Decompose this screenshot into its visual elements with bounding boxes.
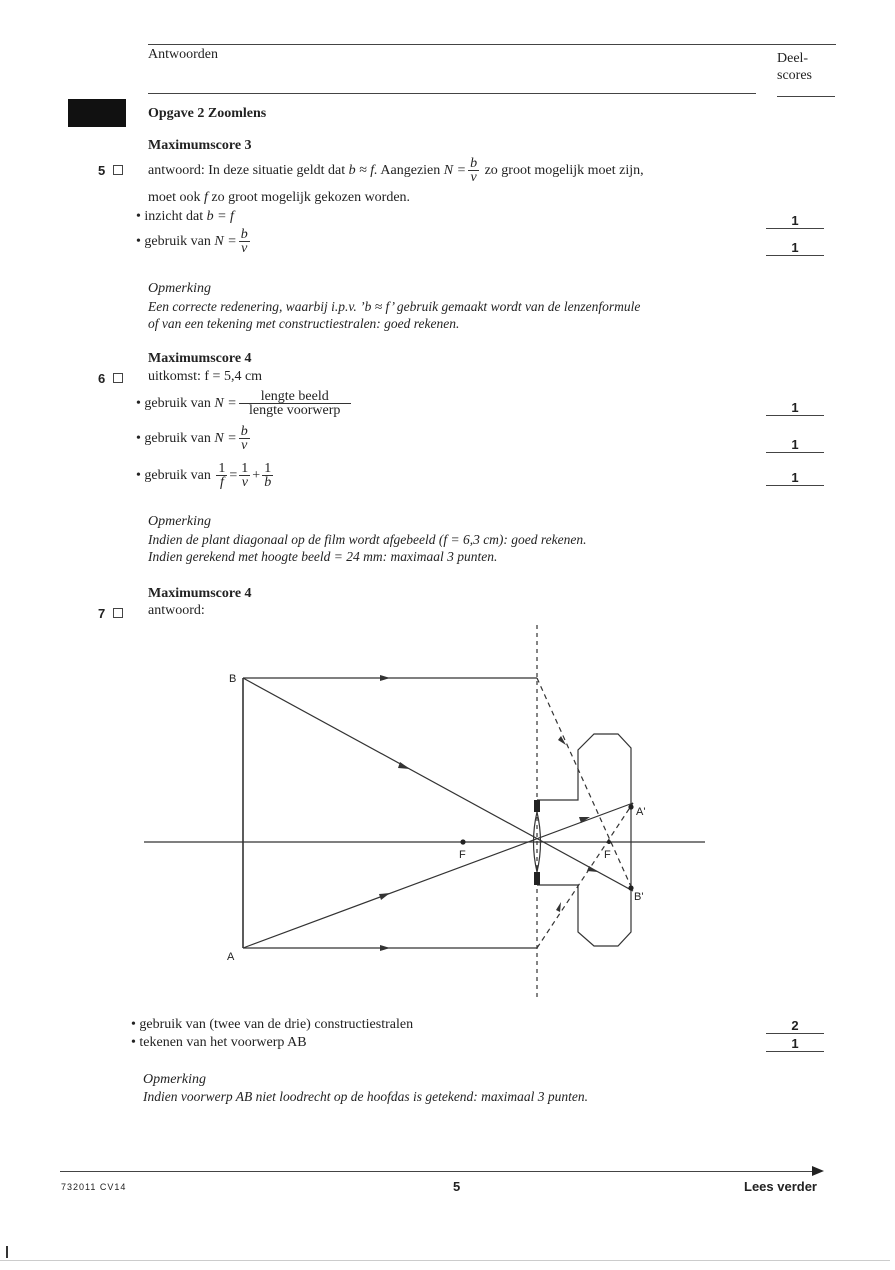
q7-maxscore: Maximumscore 4 [148,586,252,601]
arrow-img-top [558,736,566,745]
q7-score1: 2 [766,1018,824,1034]
q7-score2: 1 [766,1036,824,1052]
label-b: B [229,673,237,685]
q5-bullet1: • inzicht dat b = f [136,209,234,224]
header-right-1: Deel- [777,51,809,66]
focal-point-f [460,839,465,844]
q6-bullet2: • gebruik van N = $\frac{b}{v}$ [136,424,248,454]
scan-mark-bottom [6,1246,8,1258]
arrow-top [380,675,390,681]
q6-answer: uitkomst: f = 5,4 cm [148,369,263,384]
arrow-bottom [380,945,390,951]
header-right-2: scores [777,68,812,83]
q6-score1: 1 [766,400,824,416]
image-point-b [628,885,633,890]
label-b-image: B' [634,891,644,903]
q7-bullet2: • tekenen van het voorwerp AB [131,1035,307,1050]
q7-remark-title: Opmerking [143,1072,206,1087]
scan-edge-bottom [0,1260,890,1261]
header-left: Antwoorden [148,47,218,62]
q5-bullet2: • gebruik van N = $\frac{b}{v}$ [136,227,248,257]
q5-remark-line1: Een correcte redenering, waarbij i.p.v. ’b ≈ f’ gebruik gemaakt wordt van de lenzenformule [148,299,641,314]
footer-arrow-icon [812,1166,824,1176]
q6-remark-line1: Indien de plant diagonaal op de film wordt afgebeeld (f = 6,3 cm): goed rekenen. [148,532,587,547]
q6-bullet1: • gebruik van N = $\frac{\text{lengte beeld}}{\text{lengte voorwerp}}$ [136,387,353,421]
q5-maxscore: Maximumscore 3 [148,138,252,153]
q6-remark-line2: Indien gerekend met hoogte beeld = 24 mm: maximaal 3 punten. [148,549,498,564]
q7-number: 7 [98,606,123,621]
q5-remark-line2: of van een tekening met constructiestralen: goed rekenen. [148,316,460,331]
q6-number: 6 [98,371,123,386]
q5-answer-line2: moet ook f zo groot mogelijk gekozen worden. [148,190,411,205]
camera-body [537,734,631,946]
footer-continue: Lees verder [744,1179,817,1194]
ray-refracted-bottom [537,803,633,948]
q5-answer: antwoord: In deze situatie geldt dat b ≈ f. Aangezien N = $\frac{b}{v}$ zo groot mogelijk moet zijn, [148,156,644,186]
q5-score1: 1 [766,213,824,229]
q7-bullet1: • gebruik van (twee van de drie) constructiestralen [131,1017,414,1032]
q7-remark-line1: Indien voorwerp AB niet loodrecht op de hoofdas is getekend: maximaal 3 punten. [143,1089,589,1104]
footer-rule [60,1171,816,1172]
image-point-a [628,804,633,809]
label-a-image: A' [636,806,646,818]
footer-page-number: 5 [453,1179,461,1194]
q6-maxscore: Maximumscore 4 [148,351,252,366]
q7-answer: antwoord: [148,603,205,618]
footer-code: 732011 CV14 [61,1182,127,1192]
arrow-img-bottom [556,902,561,912]
lens-holder-top [534,800,540,812]
label-f2: F [604,849,611,861]
lens-holder-bottom [534,872,540,885]
label-f: F [459,849,466,861]
label-a: A [227,951,235,963]
q6-score3: 1 [766,470,824,486]
arrow-img-b [587,866,598,872]
q6-score2: 1 [766,437,824,453]
section-title: Opgave 2 Zoomlens [148,106,267,121]
q5-number: 5 [98,163,123,178]
q6-remark-title: Opmerking [148,514,211,529]
arrow-diag-b [398,762,410,769]
focal-point-f2 [607,840,611,844]
arrow-diag-a [379,893,390,900]
q5-remark-title: Opmerking [148,281,211,296]
ray-refracted-top [537,678,633,891]
ray-through-center-b [243,678,633,891]
ray-through-center-a [243,803,633,948]
q5-score2: 1 [766,240,824,256]
q6-bullet3: • gebruik van $\frac{1}{f}$ = $\frac{1}{v}$ + $\frac{1}{b}$ [136,461,272,491]
